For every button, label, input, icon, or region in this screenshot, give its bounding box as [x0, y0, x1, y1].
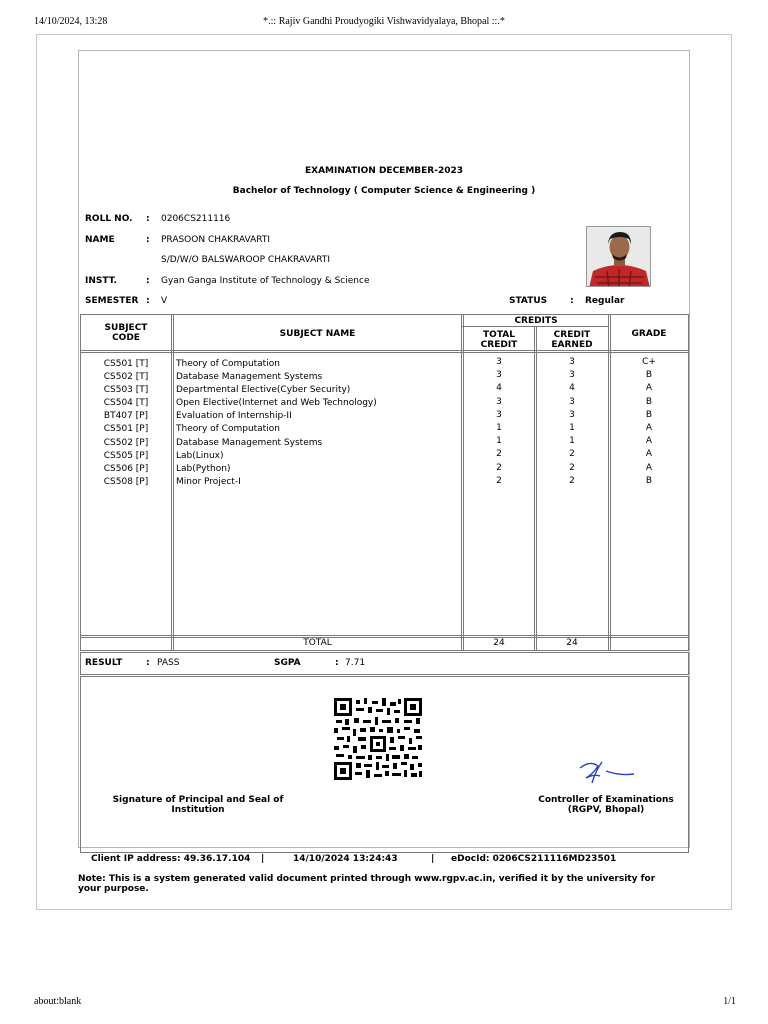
subject-name: Database Management Systems	[176, 437, 323, 448]
subject-name: Minor Project-I	[176, 476, 241, 487]
total-credit: 3	[496, 357, 502, 367]
grade: A	[645, 383, 653, 394]
status-value: Regular	[585, 296, 625, 306]
total-credit: 3	[496, 409, 502, 420]
total-credit: 2	[496, 449, 502, 460]
subject-code: CS506 [P]	[103, 463, 149, 474]
row-divider	[80, 635, 689, 636]
subject-code-column	[82, 358, 170, 489]
subject-code: CS502 [T]	[103, 372, 149, 383]
header-subject-code: SUBJECT CODE	[104, 323, 148, 343]
total-credit: 4	[496, 383, 502, 394]
grade: B	[645, 409, 653, 420]
result-colon: :	[146, 658, 150, 668]
name-label: NAME	[85, 235, 115, 245]
status-label: STATUS	[509, 296, 548, 306]
subject-code: CS502 [P]	[103, 437, 149, 448]
header-grade: GRADE	[631, 329, 667, 339]
grade: B	[645, 396, 653, 407]
subject-code: CS503 [T]	[103, 385, 149, 396]
subject-code: CS501 [P]	[103, 424, 149, 435]
subject-code: CS504 [T]	[103, 398, 149, 409]
institute-name: Gyan Ganga Institute of Technology & Science	[161, 276, 370, 286]
total-credit: 3	[496, 396, 502, 407]
total-credit: 1	[496, 436, 502, 447]
total-earned-sum: 24	[566, 638, 578, 648]
credit-earned: 3	[569, 409, 575, 420]
subject-name: Evaluation of Internship-II	[176, 411, 292, 422]
credit-earned: 3	[569, 357, 575, 367]
total-credit: 1	[496, 423, 502, 434]
grade: B	[645, 475, 653, 486]
qr-code	[334, 698, 422, 780]
student-photo-image	[587, 227, 651, 287]
separator: |	[261, 854, 265, 864]
generated-timestamp: 14/10/2024 13:24:43	[293, 854, 398, 864]
col-divider	[173, 314, 174, 651]
roll-label: ROLL NO.	[85, 214, 133, 224]
col-divider	[171, 314, 172, 651]
print-page-title: *.:: Rajiv Gandhi Proudyogiki Vishwavidyalaya, Bhopal ::.*	[263, 16, 505, 27]
print-page-count: 1/1	[723, 996, 736, 1007]
grade: C+	[642, 357, 656, 367]
semester-label: SEMESTER	[85, 296, 139, 306]
separator: |	[431, 854, 435, 864]
sgpa-label: SGPA	[274, 658, 301, 668]
col-divider	[461, 314, 462, 651]
subject-code: CS508 [P]	[103, 476, 149, 487]
credit-earned: 4	[569, 383, 575, 394]
credit-earned: 3	[569, 396, 575, 407]
subject-name: Theory of Computation	[176, 424, 280, 435]
grade: A	[645, 449, 653, 460]
credit-earned: 1	[569, 436, 575, 447]
roll-colon: :	[146, 214, 150, 224]
col-divider	[534, 326, 535, 651]
grade-column	[611, 356, 687, 488]
parent-name: S/D/W/O BALSWAROOP CHAKRAVARTI	[161, 255, 330, 265]
total-credit: 2	[496, 462, 502, 473]
grade: A	[645, 462, 653, 473]
credit-earned: 2	[569, 449, 575, 460]
semester-value: V	[161, 296, 168, 306]
controller-label: Controller of Examinations (RGPV, Bhopal)	[538, 795, 674, 815]
program-title: Bachelor of Technology ( Computer Science & Engineering )	[232, 186, 536, 196]
header-credits: CREDITS	[514, 316, 558, 326]
header-total-credit: TOTAL CREDIT	[480, 330, 518, 350]
system-note: Note: This is a system generated valid document printed through www.rgpv.ac.in, verified it by the university for your purpose.	[78, 874, 656, 894]
credit-earned: 3	[569, 370, 575, 381]
print-datetime: 14/10/2024, 13:28	[34, 16, 108, 27]
grade: A	[645, 423, 653, 434]
subject-name: Theory of Computation	[176, 359, 280, 369]
total-credit-sum: 24	[493, 638, 505, 648]
credit-earned: 2	[569, 462, 575, 473]
edoc-id: eDocId: 0206CS211116MD23501	[451, 854, 617, 864]
total-credit: 3	[496, 370, 502, 381]
subject-code: BT407 [P]	[103, 411, 149, 422]
institute-label: INSTT.	[85, 276, 117, 286]
subject-name: Departmental Elective(Cyber Security)	[176, 385, 351, 396]
sgpa-value: 7.71	[345, 658, 366, 668]
credit-earned-column	[537, 356, 607, 488]
col-divider	[608, 314, 609, 651]
subject-name: Open Elective(Internet and Web Technology)	[176, 398, 377, 409]
status-colon: :	[570, 296, 574, 306]
student-name: PRASOON CHAKRAVARTI	[161, 235, 271, 245]
subject-name-column	[176, 358, 460, 489]
name-colon: :	[146, 235, 150, 245]
institute-colon: :	[146, 276, 150, 286]
row-divider	[80, 352, 689, 353]
header-subject-name: SUBJECT NAME	[279, 329, 356, 339]
credit-earned: 2	[569, 475, 575, 486]
row-divider	[462, 326, 609, 327]
grade: B	[645, 370, 653, 381]
subject-code: CS505 [P]	[103, 450, 149, 461]
subject-name: Lab(Linux)	[176, 450, 224, 461]
result-value: PASS	[157, 658, 180, 668]
student-photo	[586, 226, 651, 287]
total-credit-column	[464, 356, 534, 488]
subject-name: Lab(Python)	[176, 463, 231, 474]
sgpa-colon: :	[335, 658, 339, 668]
exam-title: EXAMINATION DECEMBER-2023	[304, 166, 463, 176]
credit-earned: 1	[569, 423, 575, 434]
client-ip: Client IP address: 49.36.17.104	[91, 854, 251, 864]
controller-signature	[576, 756, 638, 786]
row-divider	[80, 350, 689, 351]
principal-signature-label: Signature of Principal and Seal of Institution	[112, 795, 284, 815]
subject-code: CS501 [T]	[103, 359, 149, 369]
subject-name: Database Management Systems	[176, 372, 323, 383]
total-credit: 2	[496, 475, 502, 486]
print-url: about:blank	[34, 996, 82, 1007]
grade: A	[645, 436, 653, 447]
semester-colon: :	[146, 296, 150, 306]
total-label: TOTAL	[303, 638, 332, 648]
roll-number: 0206CS211116	[161, 214, 231, 224]
result-label: RESULT	[85, 658, 123, 668]
header-credit-earned: CREDIT EARNED	[551, 330, 593, 350]
